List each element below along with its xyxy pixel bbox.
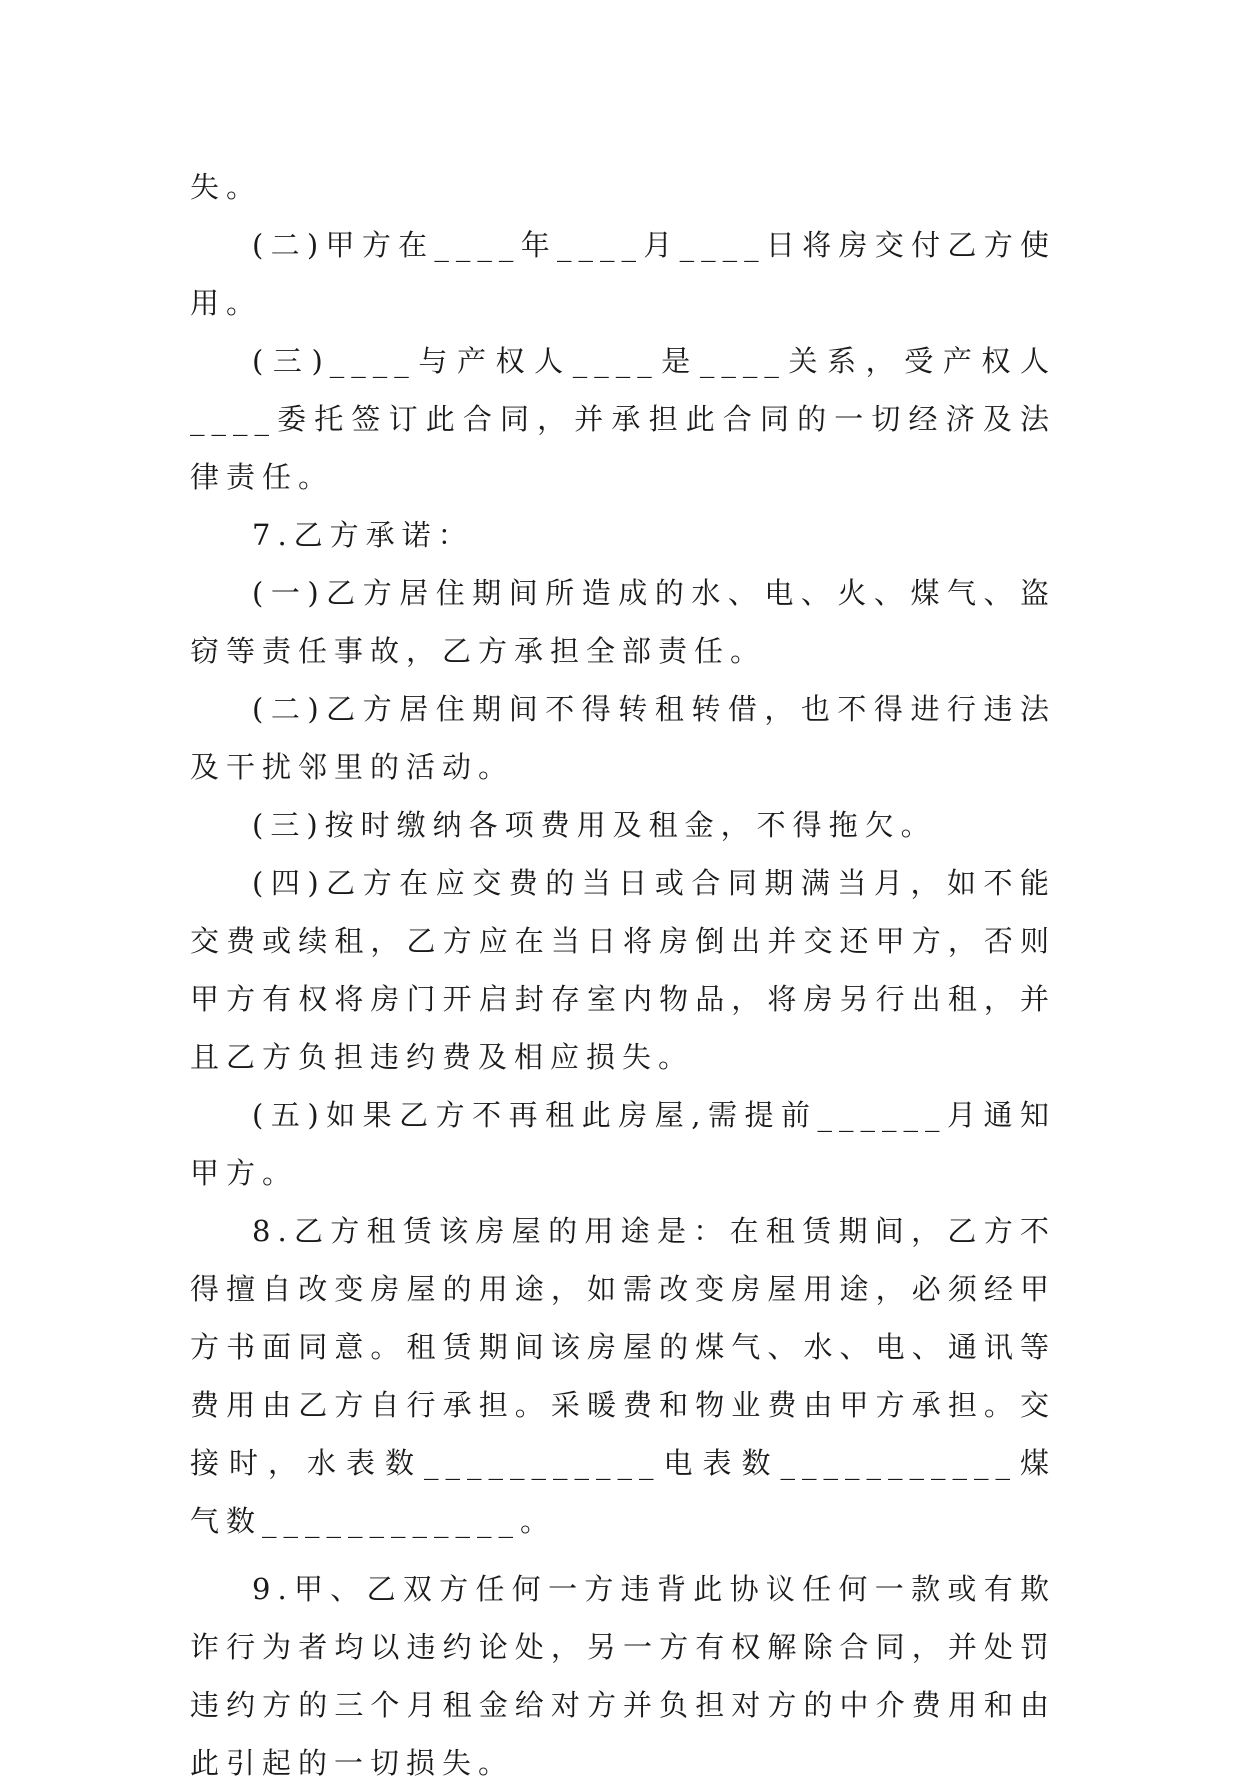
contract-body bbox=[190, 158, 1056, 1792]
section-7-heading: 7.乙方承诺： bbox=[252, 518, 474, 552]
paragraph-6-3-authorization: (三)____与产权人____是____关系，受产权人____委托签订此合同，并承担此合同的一切经济及法律责任。 bbox=[190, 344, 1056, 494]
paragraph-7-1-liability: (一)乙方居住期间所造成的水、电、火、煤气、盗窃等责任事故，乙方承担全部责任。 bbox=[190, 576, 1056, 668]
paragraph-6-2-delivery-date: (二)甲方在____年____月____日将房交付乙方使用。 bbox=[190, 228, 1056, 320]
section-8-usage: 8.乙方租赁该房屋的用途是：在租赁期间，乙方不得擅自改变房屋的用途，如需改变房屋用途，必须经甲方书面同意。租赁期间该房屋的煤气、水、电、通讯等费用由乙方自行承担。采暖费和物业费由甲方承担。交接时，水表数___________电表数___________煤气数____________。 bbox=[190, 1214, 1056, 1538]
paragraph-7-2-no-sublet: (二)乙方居住期间不得转租转借，也不得进行违法及干扰邻里的活动。 bbox=[190, 692, 1056, 784]
paragraph-7-5-notice: (五)如果乙方不再租此房屋,需提前______月通知甲方。 bbox=[190, 1098, 1056, 1190]
paragraph-continuation: 失。 bbox=[190, 170, 263, 204]
paragraph-7-4-renewal: (四)乙方在应交费的当日或合同期满当月，如不能交费或续租，乙方应在当日将房倒出并交还甲方，否则甲方有权将房门开启封存室内物品，将房另行出租，并且乙方负担违约费及相应损失。 bbox=[190, 866, 1056, 1074]
paragraph-7-3-pay-on-time: (三)按时缴纳各项费用及租金，不得拖欠。 bbox=[252, 808, 937, 842]
section-9-breach: 9.甲、乙双方任何一方违背此协议任何一款或有欺诈行为者均以违约论处，另一方有权解除合同，并处罚违约方的三个月租金给对方并负担对方的中介费用和由此引起的一切损失。 bbox=[190, 1572, 1056, 1780]
